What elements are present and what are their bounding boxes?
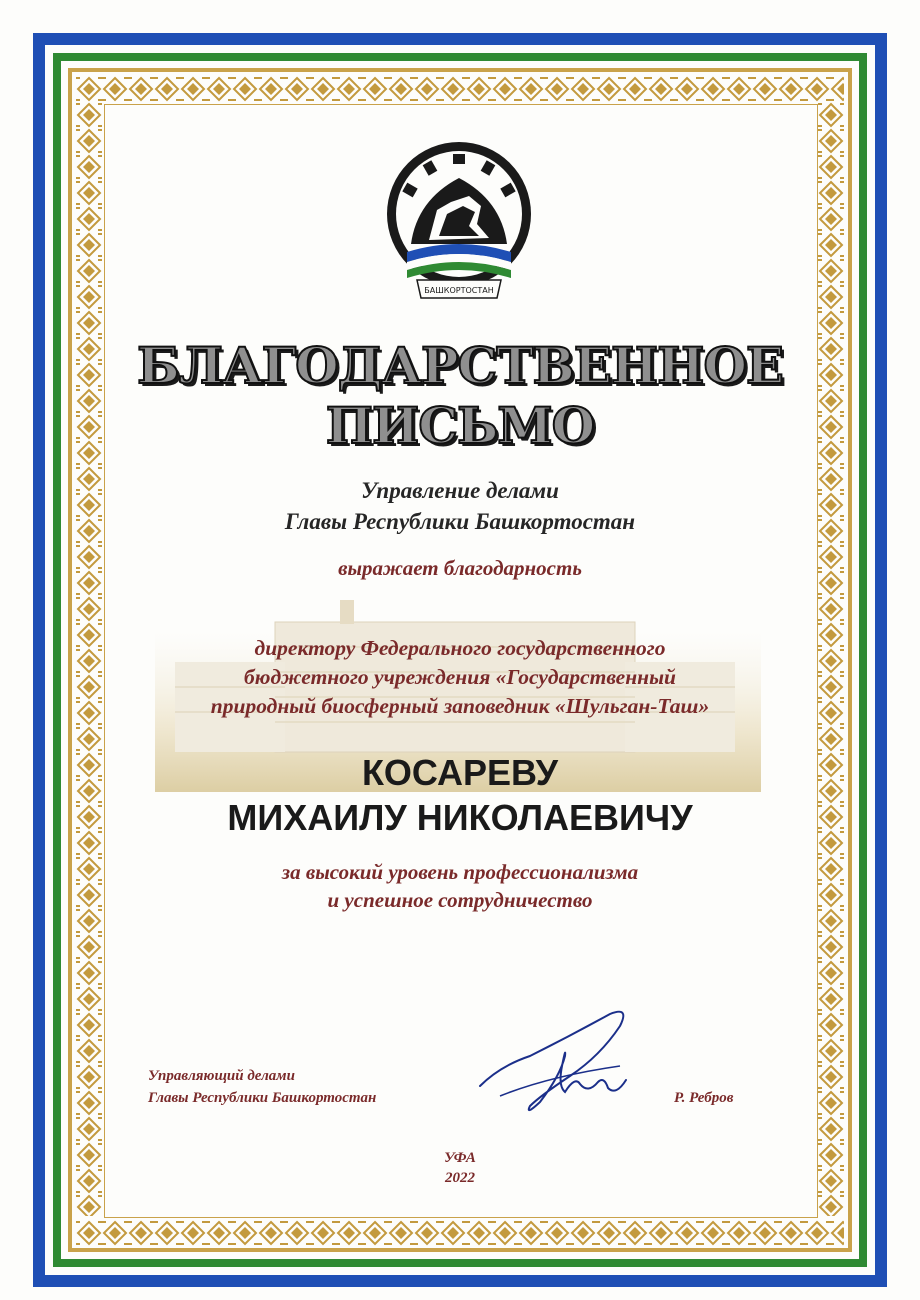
handwritten-signature: [470, 1006, 650, 1126]
recipient-position-line2: бюджетного учреждения «Государственный: [244, 665, 676, 689]
issue-city: УФА: [444, 1150, 476, 1166]
signatory-title-line1: Управляющий делами: [148, 1068, 295, 1084]
signatory-name: Р. Ребров: [674, 1090, 734, 1106]
reason-line1: за высокий уровень профессионализма: [281, 860, 639, 884]
bashkortostan-coat-of-arms: [377, 140, 541, 310]
recipient-position-line1: директору Федерального государственного: [254, 636, 666, 660]
recipient-given-names: МИХАИЛУ НИКОЛАЕВИЧУ: [227, 797, 693, 838]
signatory-title-line2: Главы Республики Башкортостан: [148, 1090, 377, 1106]
gratitude-expression: выражает благодарность: [338, 556, 582, 580]
issue-year: 2022: [445, 1170, 475, 1186]
ornament-band-bottom: [76, 1220, 844, 1246]
recipient-position-line3: природный биосферный заповедник «Шульган-Таш»: [210, 694, 710, 718]
issuer-line2: Главы Республики Башкортостан: [284, 509, 636, 534]
reason-line2: и успешное сотрудничество: [327, 888, 593, 912]
ornament-band-top: [76, 76, 844, 102]
document-title-line2: ПИСЬМО: [325, 396, 595, 455]
emblem-label: БАШКОРТОСТАН: [424, 286, 494, 295]
recipient-surname: КОСАРЕВУ: [361, 752, 559, 793]
document-title-line1: БЛАГОДАРСТВЕННОЕ: [136, 336, 784, 395]
ornament-band-left: [76, 102, 102, 1216]
ornament-band-right: [818, 102, 844, 1216]
issuer-line1: Управление делами: [361, 478, 559, 503]
